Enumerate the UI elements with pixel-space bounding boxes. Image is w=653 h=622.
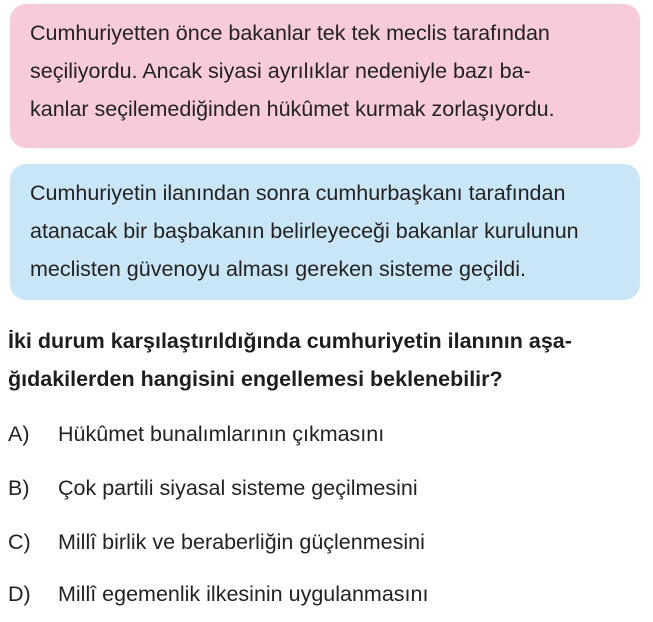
option-letter: A) [8, 422, 30, 446]
answer-option-a[interactable] [8, 419, 384, 449]
premise-line: atanacak bir başbakanın belirleyeceği bakanlar kurulunun [30, 219, 579, 243]
premise-line: Cumhuriyetten önce bakanlar tek tek meclis tarafından [30, 21, 550, 45]
question-stem [8, 322, 644, 398]
premise-line: seçiliyordu. Ancak siyasi ayrılıklar nedeniyle bazı ba- [30, 59, 531, 83]
premise-box-after-republic [10, 164, 640, 300]
question-line: İki durum karşılaştırıldığında cumhuriyetin ilanının aşa- [8, 329, 572, 353]
premise-line: kanlar seçilemediğinden hükûmet kurmak zorlaşıyordu. [30, 97, 555, 121]
option-text: Hükûmet bunalımlarının çıkmasını [58, 422, 385, 446]
answer-option-d[interactable] [8, 579, 428, 609]
premise-line: Cumhuriyetin ilanından sonra cumhurbaşkanı tarafından [30, 181, 566, 205]
option-letter: C) [8, 530, 31, 554]
premise-line: meclisten güvenoyu alması gereken sisteme geçildi. [30, 257, 526, 281]
option-letter: B) [8, 476, 30, 500]
question-line: ğıdakilerden hangisini engellemesi beklenebilir? [8, 367, 503, 391]
option-text: Çok partili siyasal sisteme geçilmesini [58, 476, 418, 500]
option-letter: D) [8, 582, 31, 606]
option-text: Millî birlik ve beraberliğin güçlenmesini [58, 530, 425, 554]
option-text: Millî egemenlik ilkesinin uygulanmasını [58, 582, 429, 606]
answer-option-c[interactable] [8, 527, 425, 557]
premise-box-before-republic [10, 4, 640, 148]
answer-option-b[interactable] [8, 473, 418, 503]
